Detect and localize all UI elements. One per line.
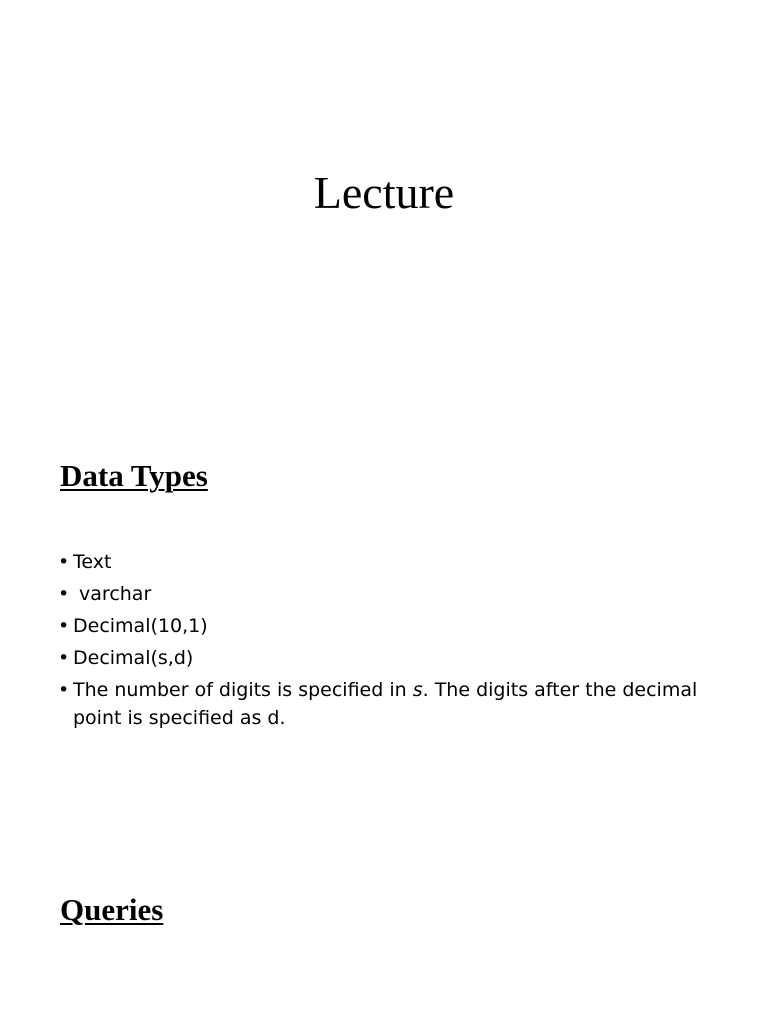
list-item-text: varchar: [73, 583, 152, 605]
page-title: Lecture: [313, 167, 455, 218]
data-types-list: [58, 548, 698, 736]
bullet-icon: •: [58, 679, 70, 701]
list-item-text: [73, 679, 697, 729]
list-item-text-before: The number of digits is specified in: [73, 679, 413, 701]
bullet-icon: •: [58, 647, 70, 669]
variable-s: s: [412, 679, 423, 701]
list-item-text-after: . The digits after the decimal point is specified as d.: [73, 679, 698, 729]
list-item-text: Text: [73, 551, 112, 573]
bullet-icon: •: [58, 583, 70, 605]
section-heading-data-types: Data Types: [60, 458, 208, 493]
list-item: [58, 676, 698, 732]
list-item: [58, 612, 698, 640]
list-item: [58, 548, 698, 576]
list-item-text: Decimal(10,1): [73, 615, 208, 637]
bullet-icon: •: [58, 551, 70, 573]
list-item-text: Decimal(s,d): [73, 647, 194, 669]
section-heading-queries: Queries: [60, 892, 164, 927]
list-item: [58, 580, 698, 608]
list-item: [58, 644, 698, 672]
bullet-icon: •: [58, 615, 70, 637]
